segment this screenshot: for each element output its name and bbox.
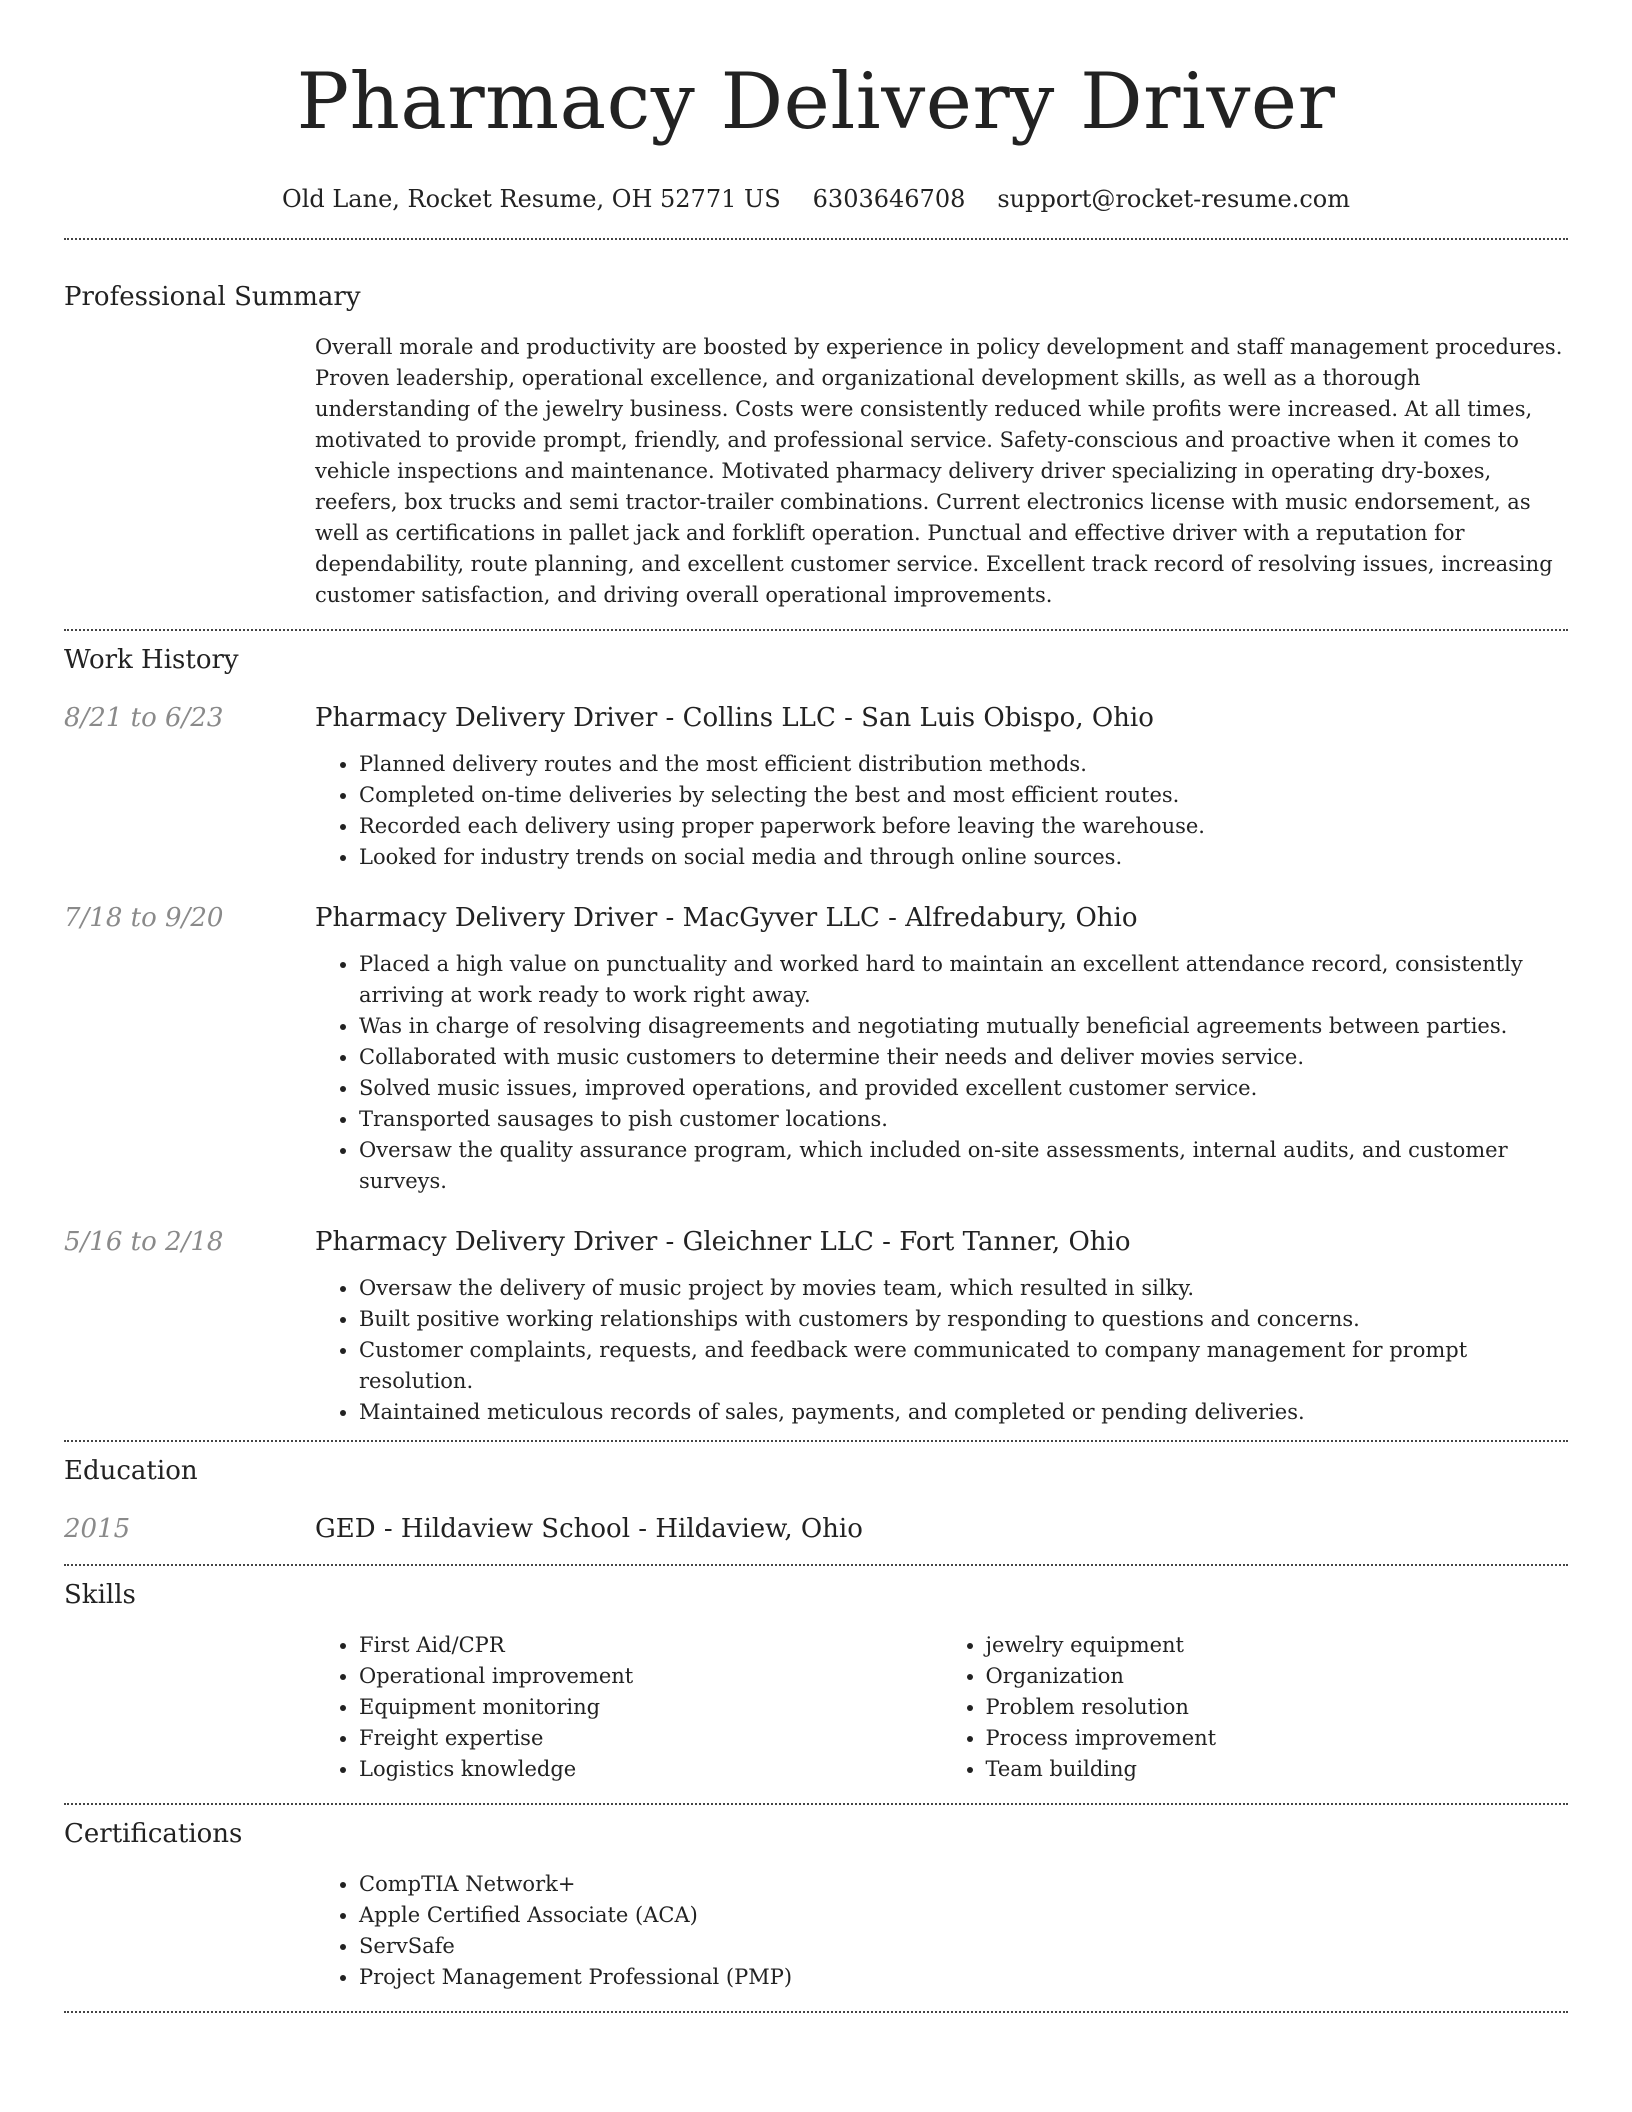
contact-email: support@rocket-resume.com <box>997 185 1350 213</box>
skill-item: • Freight expertise <box>359 1723 942 1754</box>
skill-item: • Problem resolution <box>986 1692 1569 1723</box>
job-title: Pharmacy Delivery Driver - Gleichner LLC - Fort Tanner, Ohio <box>315 1227 1131 1257</box>
job-bullet: • Built positive working relationships with customers by responding to questions and concerns. <box>359 1304 1568 1335</box>
divider <box>64 1803 1568 1805</box>
job-bullets <box>315 1273 1568 1428</box>
education-entry: GED - Hildaview School - Hildaview, Ohio <box>315 1514 863 1544</box>
divider <box>64 2011 1568 2013</box>
education-year: 2015 <box>64 1514 131 1544</box>
job-bullet: • Looked for industry trends on social media and through online sources. <box>359 842 1568 873</box>
summary-text: Overall morale and productivity are boosted by experience in policy development and staff management procedures. Proven leadership, operational excellence, and organizational development skills, as well as a thorough understanding of the jewelry business. Costs were consistently reduced while profits were increased. At all times, motivated to provide prompt, friendly, and professional service. Safety-conscious and proactive when it comes to vehicle inspections and maintenance. Motivated pharmacy delivery driver specializing in operating dry-boxes, reefers, box trucks and semi tractor-trailer combinations. Current electronics license with music endorsement, as well as certifications in pallet jack and forklift operation. Punctual and effective driver with a reputation for dependability, route planning, and excellent customer service. Excellent track record of resolving issues, increasing customer satisfaction, and driving overall operational improvements. <box>315 335 1563 607</box>
divider <box>64 238 1568 240</box>
certifications-section <box>64 1817 1568 1993</box>
skill-item: • jewelry equipment <box>986 1630 1569 1661</box>
job-bullet: • Was in charge of resolving disagreements and negotiating mutually beneficial agreements between parties. <box>359 1011 1568 1042</box>
job-entry <box>64 701 1568 873</box>
job-bullet: • Recorded each delivery using proper paperwork before leaving the warehouse. <box>359 811 1568 842</box>
skill-item: • Organization <box>986 1661 1569 1692</box>
certification-item: • Project Management Professional (PMP) <box>359 1962 1568 1993</box>
certification-item: • CompTIA Network+ <box>359 1869 1568 1900</box>
job-bullet: • Solved music issues, improved operations, and provided excellent customer service. <box>359 1073 1568 1104</box>
skills-list-left <box>315 1630 942 1785</box>
contact-line <box>64 182 1568 216</box>
job-bullets <box>315 749 1568 873</box>
job-dates: 5/16 to 2/18 <box>64 1227 224 1257</box>
job-bullet: • Maintained meticulous records of sales, payments, and completed or pending deliveries. <box>359 1397 1568 1428</box>
skill-item: • Process improvement <box>986 1723 1569 1754</box>
divider <box>64 629 1568 631</box>
skills-section <box>64 1578 1568 1785</box>
work-history-heading: Work History <box>64 645 239 675</box>
divider <box>64 1564 1568 1566</box>
job-bullets <box>315 949 1568 1197</box>
summary-heading: Professional Summary <box>64 282 361 312</box>
skills-list-right <box>942 1630 1569 1785</box>
job-title: Pharmacy Delivery Driver - Collins LLC - San Luis Obispo, Ohio <box>315 703 1154 733</box>
job-bullet: • Oversaw the delivery of music project by movies team, which resulted in silky. <box>359 1273 1568 1304</box>
job-bullet: • Transported sausages to pish customer locations. <box>359 1104 1568 1135</box>
job-bullet: • Placed a high value on punctuality and worked hard to maintain an excellent attendance record, consistently arriving at work ready to work right away. <box>359 949 1568 1011</box>
skill-item: • Team building <box>986 1754 1569 1785</box>
job-dates: 7/18 to 9/20 <box>64 903 224 933</box>
job-title: Pharmacy Delivery Driver - MacGyver LLC - Alfredabury, Ohio <box>315 903 1138 933</box>
job-entry <box>64 1225 1568 1428</box>
contact-address: Old Lane, Rocket Resume, OH 52771 US <box>282 185 781 213</box>
job-entry <box>64 901 1568 1197</box>
skills-heading: Skills <box>64 1580 136 1610</box>
job-bullet: • Customer complaints, requests, and feedback were communicated to company management for prompt resolution. <box>359 1335 1568 1397</box>
job-bullet: • Completed on-time deliveries by selecting the best and most efficient routes. <box>359 780 1568 811</box>
resume-name: Pharmacy Delivery Driver <box>296 57 1336 147</box>
certifications-list <box>315 1869 1568 1993</box>
certification-item: • Apple Certified Associate (ACA) <box>359 1900 1568 1931</box>
skill-item: • Operational improvement <box>359 1661 942 1692</box>
education-section <box>64 1454 1568 1546</box>
contact-phone: 6303646708 <box>812 185 966 213</box>
job-bullet: • Planned delivery routes and the most efficient distribution methods. <box>359 749 1568 780</box>
work-history-section <box>64 643 1568 1428</box>
skill-item: • Equipment monitoring <box>359 1692 942 1723</box>
skill-item: • First Aid/CPR <box>359 1630 942 1661</box>
skill-item: • Logistics knowledge <box>359 1754 942 1785</box>
divider <box>64 1440 1568 1442</box>
education-heading: Education <box>64 1456 198 1486</box>
job-dates: 8/21 to 6/23 <box>64 703 224 733</box>
summary-section <box>64 280 1568 611</box>
certification-item: • ServSafe <box>359 1931 1568 1962</box>
certifications-heading: Certifications <box>64 1819 243 1849</box>
job-bullet: • Collaborated with music customers to determine their needs and deliver movies service. <box>359 1042 1568 1073</box>
job-bullet: • Oversaw the quality assurance program, which included on-site assessments, internal audits, and customer surveys. <box>359 1135 1568 1197</box>
